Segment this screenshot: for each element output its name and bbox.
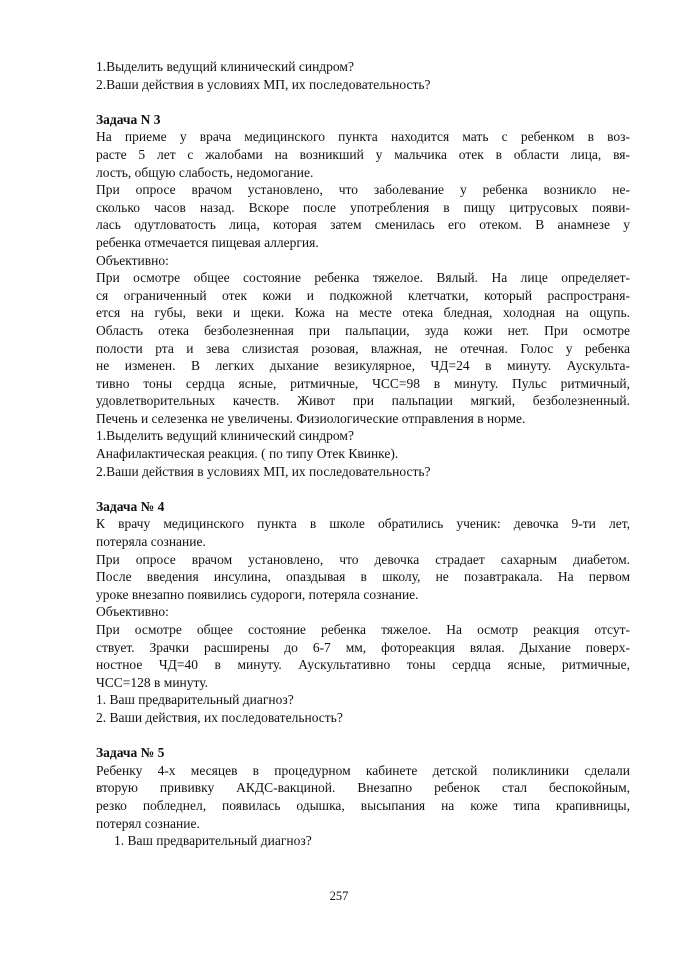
- text-line: При осмотре общее состояние ребенка тяжелое. На осмотр реакция отсут-: [96, 622, 630, 637]
- question-line: 2.Ваши действия в условиях МП, их последовательность?: [96, 463, 431, 479]
- page-number: 257: [329, 889, 349, 903]
- text-line: ностное ЧД=40 в минуту. Аускультативно тоны сердца ясные, ритмичные,: [96, 657, 630, 673]
- text-line: ствует. Зрачки расширены до 6-7 мм, фотореакция вялая. Дыхание поверх-: [96, 639, 630, 655]
- text-line: При опросе врачом установлено, что девочка страдает сахарным диабетом.: [96, 551, 630, 567]
- text-line: На приеме у врача медицинского пункта находится мать с ребенком в воз-: [96, 129, 630, 145]
- text-line: Ребенку 4-х месяцев в процедурном кабинете детской поликлиники сделали: [96, 762, 630, 778]
- task-4: [96, 498, 630, 727]
- text-line: расте 5 лет с жалобами на возникший у мальчика отек в области лица, вя-: [96, 146, 630, 162]
- section-label: Объективно:: [96, 252, 169, 268]
- text-line: полости рта и зева слизистая розовая, влажная, не отечная. Голос у ребенка: [96, 340, 630, 356]
- question-line: 2.Ваши действия в условиях МП, их последовательность?: [96, 76, 431, 92]
- text-line: ся ограниченный отек кожи и подкожной клетчатки, который распространя-: [96, 287, 630, 303]
- text-line: При опросе врачом установлено, что заболевание у ребенка возникло не-: [96, 182, 630, 198]
- question-line: 1.Выделить ведущий клинический синдром?: [96, 428, 354, 444]
- task-3: [96, 111, 630, 480]
- answer-line: Анафилактическая реакция. ( по типу Отек Квинке).: [96, 446, 399, 462]
- question-line: 2. Ваши действия, их последовательность?: [96, 709, 343, 725]
- document-page: [96, 58, 630, 850]
- text-line: ется на губы, веки и щеки. Кожа на месте отека бледная, холодная на ощупь.: [96, 305, 630, 321]
- text-line: сколько часов назад. Вскоре после употребления в пищу цитрусовых появи-: [96, 199, 630, 215]
- text-line: Область отека безболезненная при пальпации, зуда кожи нет. При осмотре: [96, 322, 630, 338]
- question-line: 1. Ваш предварительный диагноз?: [96, 692, 294, 708]
- text-line: не изменен. В легких дыхание везикулярное, ЧД=24 в минуту. Аускульта-: [96, 358, 630, 374]
- text-line: При осмотре общее состояние ребенка тяжелое. Вялый. На лице определяет-: [96, 270, 630, 286]
- text-line: вторую прививку АКДС-вакциной. Внезапно ребенок стал беспокойным,: [96, 780, 630, 796]
- text-line: ребенка отмечается пищевая аллергия.: [96, 234, 319, 250]
- text-line: потеряла сознание.: [96, 534, 206, 550]
- text-line: лость, общую слабость, недомогание.: [96, 164, 314, 180]
- section-label: Объективно:: [96, 604, 169, 620]
- text-line: удовлетворительных качеств. Живот при пальпации мягкий, безболезненный.: [96, 393, 630, 409]
- text-line: уроке внезапно появились судороги, потеряла сознание.: [96, 586, 419, 602]
- text-line: лась одутловатость лица, которая затем сменилась его отеком. В анамнезе у: [96, 217, 630, 233]
- text-line: К врачу медицинского пункта в школе обратились ученик: девочка 9-ти лет,: [96, 516, 630, 532]
- text-line: ЧСС=128 в минуту.: [96, 674, 209, 690]
- question-line: 1.Выделить ведущий клинический синдром?: [96, 59, 354, 74]
- text-line: тивно тоны сердца ясные, ритмичные, ЧСС=98 в минуту. Пульс ритмичный,: [96, 375, 630, 391]
- text-line: резко побледнел, появилась одышка, высыпания на коже типа крапивницы,: [96, 797, 630, 813]
- text-line: Печень и селезенка не увеличены. Физиологические отправления в норме.: [96, 410, 526, 426]
- task-5: [96, 744, 630, 850]
- task-title: Задача № 5: [96, 745, 165, 761]
- task-title: Задача № 4: [96, 498, 165, 514]
- task-title: Задача N 3: [96, 111, 161, 127]
- text-line: потерял сознание.: [96, 815, 200, 831]
- question-line: 1. Ваш предварительный диагноз?: [114, 833, 312, 849]
- text-line: После введения инсулина, опаздывая в школу, не позавтракала. На первом: [96, 569, 630, 585]
